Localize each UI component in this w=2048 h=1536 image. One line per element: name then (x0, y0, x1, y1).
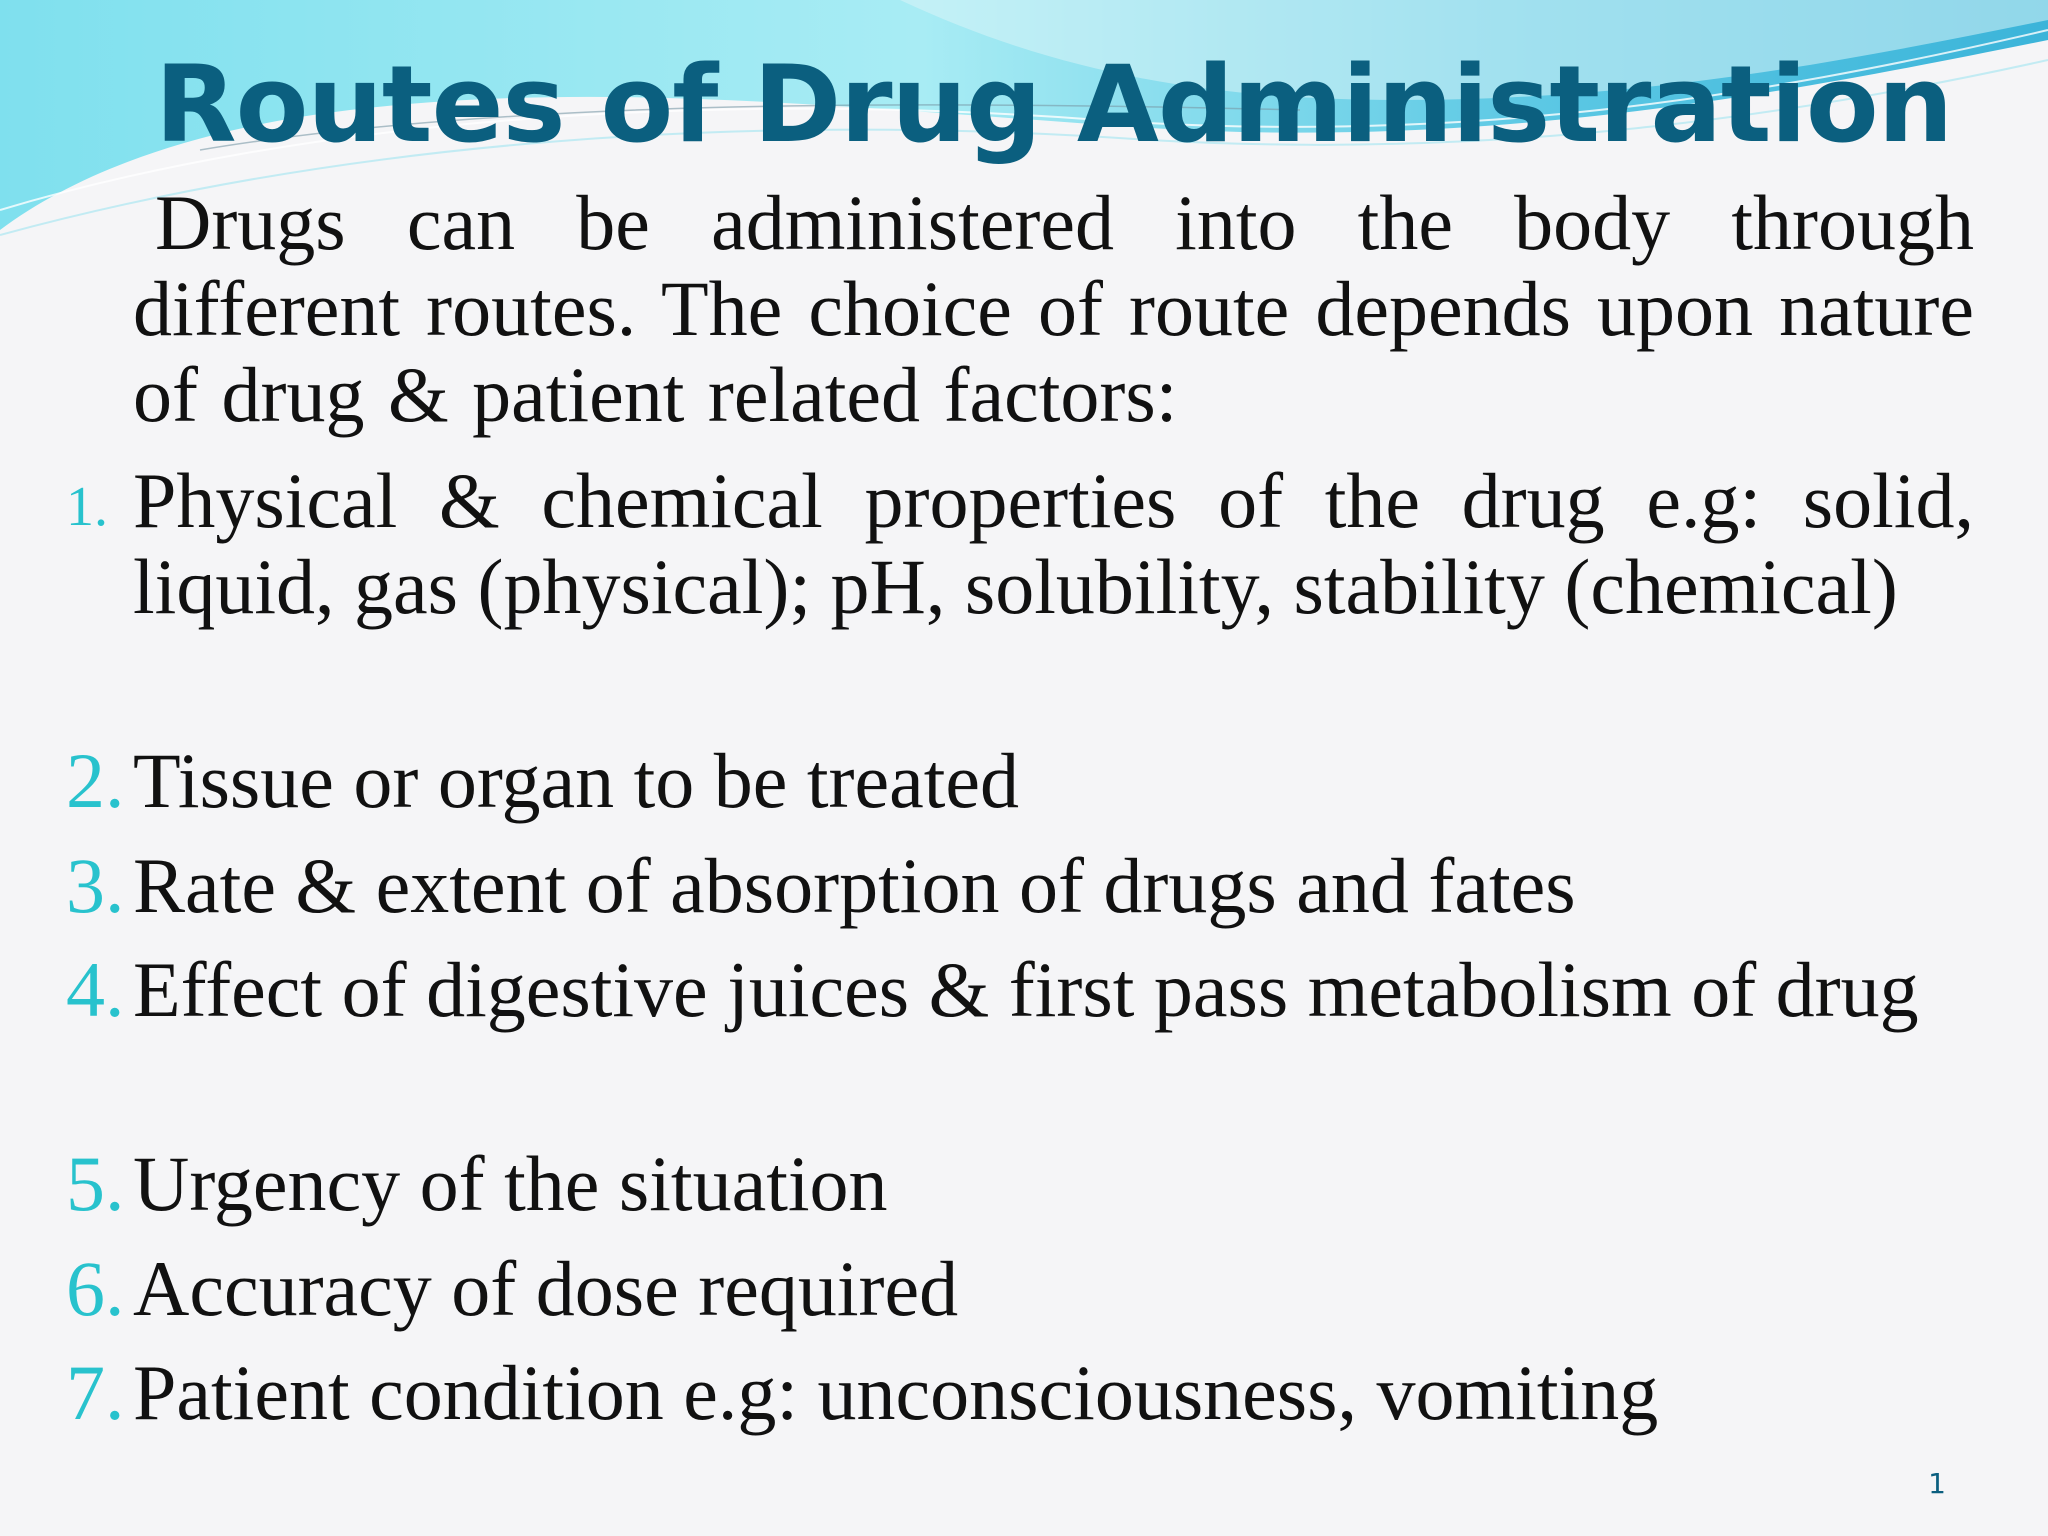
factor-number: 1. (66, 476, 108, 538)
factor-number: 6. (66, 1245, 125, 1332)
factor-text: Tissue or organ to be treated (133, 737, 1020, 824)
factor-number: 5. (66, 1140, 125, 1227)
factor-text: Patient condition e.g: unconsciousness, vomiting (133, 1349, 1659, 1436)
intro-paragraph: Drugs can be administered into the body through different routes. The choice of route depends upon nature of drug & patient related factors: (133, 179, 1974, 438)
page-number: 1 (1928, 1467, 1946, 1500)
factor-text: Rate & extent of absorption of drugs and fates (133, 842, 1576, 929)
factor-number: 4. (66, 946, 125, 1033)
factor-text: Effect of digestive juices & first pass metabolism of drug (133, 946, 1919, 1033)
factor-number: 7. (66, 1349, 125, 1436)
slide-title: Routes of Drug Administration (155, 43, 1953, 166)
factor-number: 2. (66, 737, 125, 824)
factor-text: Accuracy of dose required (133, 1245, 959, 1332)
factor-number: 3. (66, 842, 125, 929)
factor-text: Physical & chemical properties of the drug e.g: solid, liquid, gas (physical); pH, solubility, stability (chemical) (133, 457, 1974, 630)
factor-text: Urgency of the situation (133, 1140, 888, 1227)
